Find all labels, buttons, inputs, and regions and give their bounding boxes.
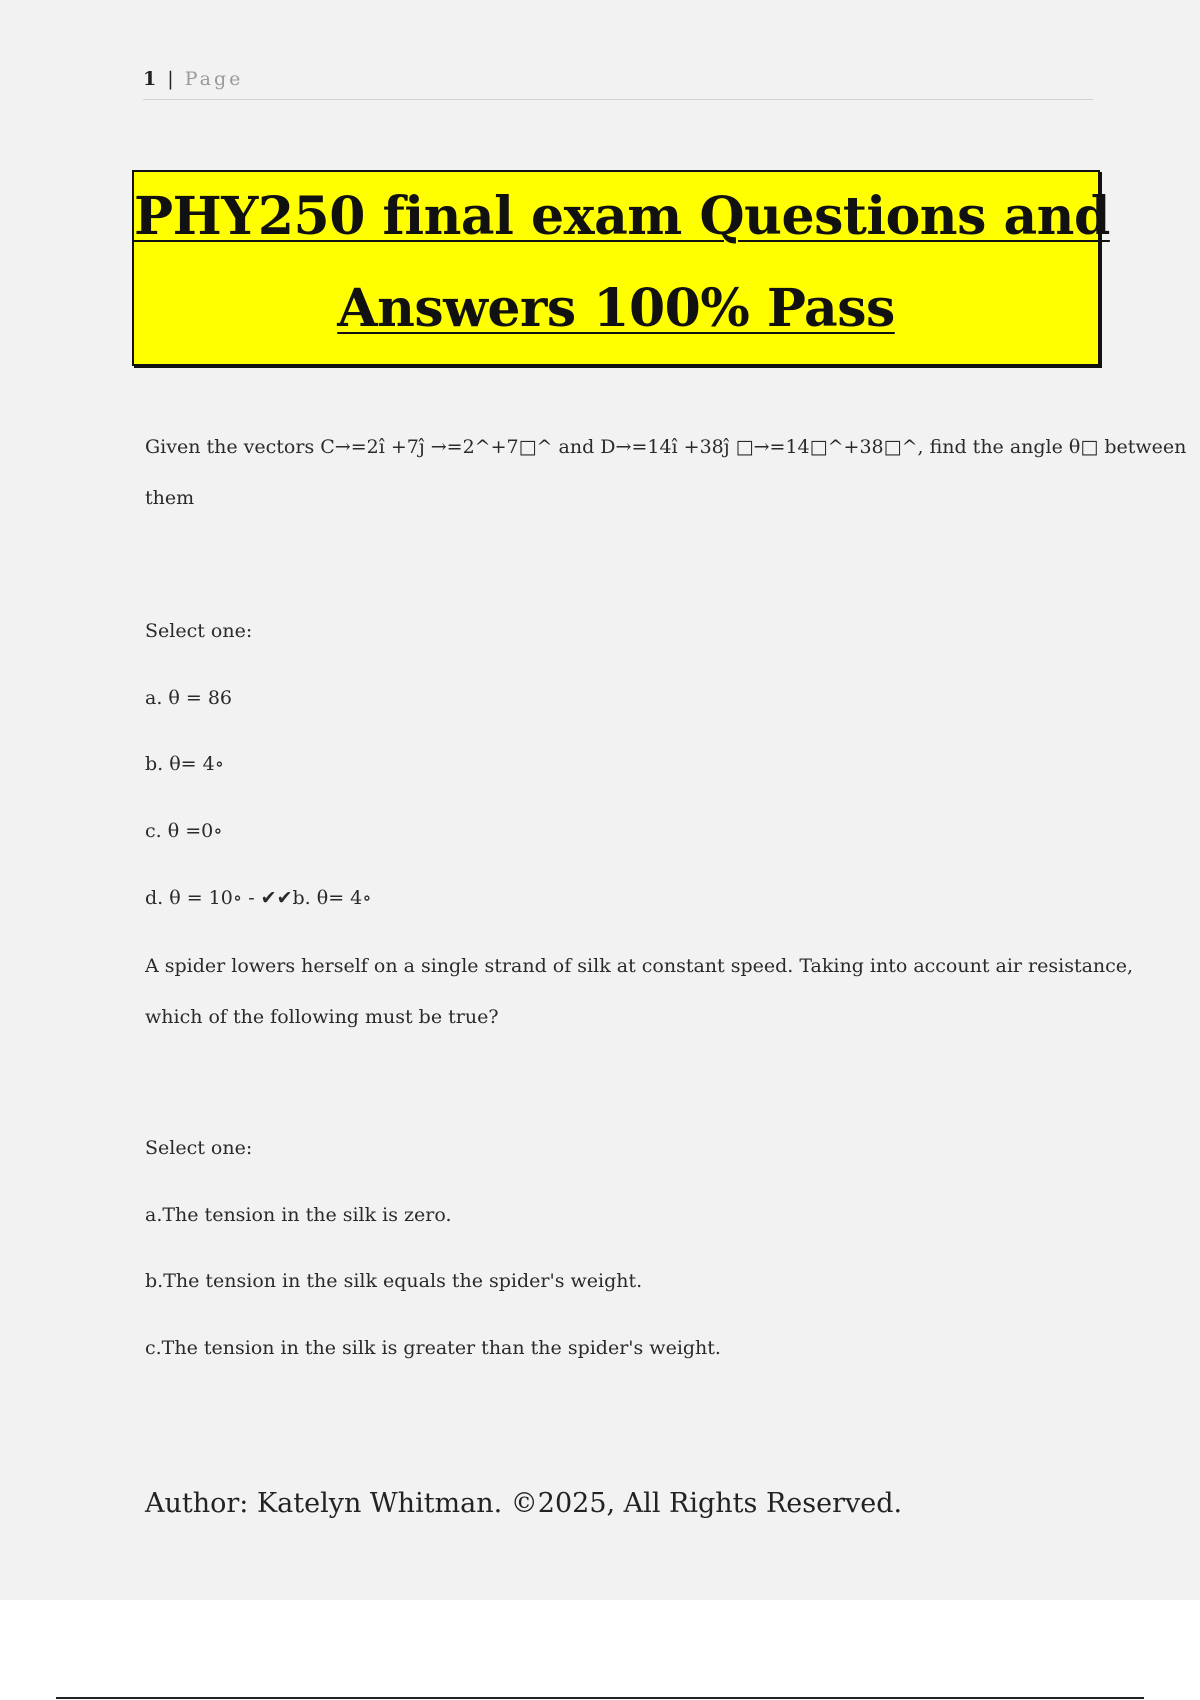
question-2-text-line-1: A spider lowers herself on a single strand of silk at constant speed. Taking into account air resistance, <box>145 955 1134 977</box>
question-2-option-b: b.The tension in the silk equals the spider's weight. <box>145 1270 643 1292</box>
title-line-1: PHY250 final exam Questions and <box>134 186 1110 247</box>
question-1-option-c: c. θ =0∘ <box>145 820 223 842</box>
question-2-select-label: Select one: <box>145 1137 253 1159</box>
question-1-text-line-1: Given the vectors C→=2î +7ĵ →=2^+7□^ and D→=14î +38ĵ □→=14□^+38□^, find the angle θ□ between <box>145 436 1187 458</box>
header-separator: | <box>167 68 175 90</box>
title-line-2: Answers 100% Pass <box>337 278 895 339</box>
page-number: 1 <box>143 68 157 90</box>
title-banner <box>132 170 1110 366</box>
question-1-option-b: b. θ= 4∘ <box>145 753 225 775</box>
author-footer: Author: Katelyn Whitman. ©2025, All Rights Reserved. <box>145 1488 903 1519</box>
bottom-divider <box>56 1697 1144 1699</box>
question-1-option-a: a. θ = 86 <box>145 687 233 709</box>
question-1-select-label: Select one: <box>145 620 253 642</box>
question-2-option-a: a.The tension in the silk is zero. <box>145 1204 452 1226</box>
question-1-option-d-answer: d. θ = 10∘ - ✔✔b. θ= 4∘ <box>145 887 372 909</box>
question-1-text-line-2: them <box>145 487 195 509</box>
header-divider <box>143 99 1093 100</box>
page-label: Page <box>184 68 244 90</box>
question-2-text-line-2: which of the following must be true? <box>145 1006 499 1028</box>
question-2-option-c: c.The tension in the silk is greater than the spider's weight. <box>145 1337 721 1359</box>
page-header <box>143 68 1093 90</box>
